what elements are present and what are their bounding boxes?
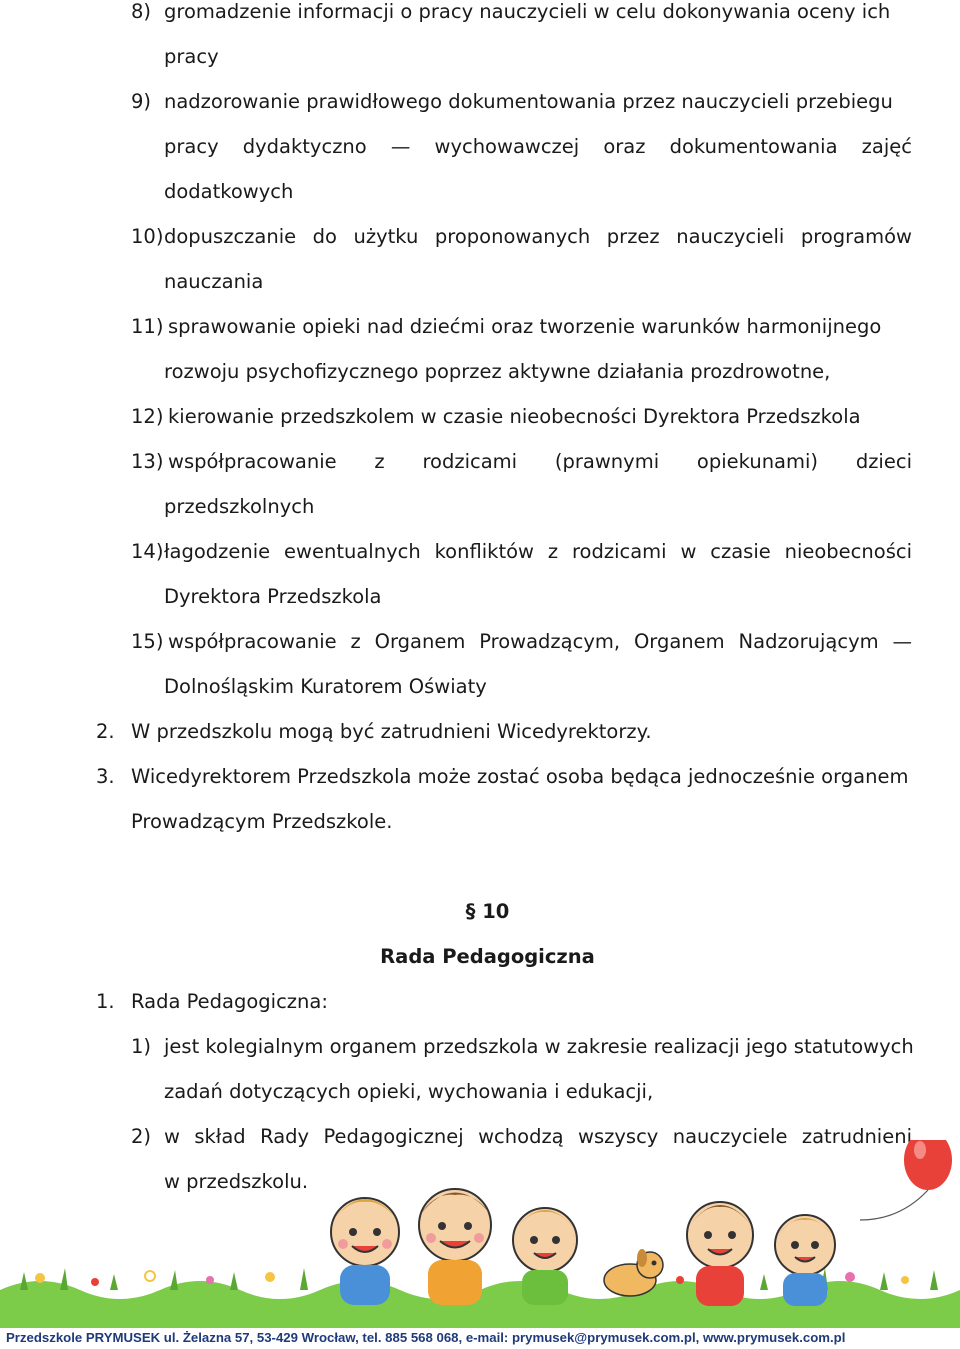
item-number: 14) xyxy=(131,540,164,563)
item-number: 15) xyxy=(131,630,164,653)
point-text: W przedszkolu mogą być zatrudnieni Wicedyrektorzy. xyxy=(131,720,652,743)
item-text: dopuszczanie do użytku proponowanych przez nauczycieli programów xyxy=(164,225,912,248)
item-number: 13) xyxy=(131,450,164,473)
item-text: jest kolegialnym organem przedszkola w zakresie realizacji jego statutowych xyxy=(164,1035,914,1058)
point-continuation: Prowadzącym Przedszkole. xyxy=(131,810,393,833)
child-icon xyxy=(687,1202,753,1306)
point-text: Wicedyrektorem Przedszkola może zostać osoba będąca jednocześnie organem xyxy=(131,765,909,788)
item-text: sprawowanie opieki nad dziećmi oraz tworzenie warunków harmonijnego xyxy=(168,315,882,338)
list-item-8 xyxy=(0,0,960,27)
item-number: 1) xyxy=(131,1035,152,1058)
item-continuation: zadań dotyczących opieki, wychowania i edukacji, xyxy=(164,1080,654,1103)
point-number: 2. xyxy=(96,720,115,743)
item-text: gromadzenie informacji o pracy nauczycieli w celu dokonywania oceny ich xyxy=(164,0,891,23)
item-number: 10) xyxy=(131,225,164,248)
item-number: 11) xyxy=(131,315,164,338)
point-number: 3. xyxy=(96,765,115,788)
rada-point-1 xyxy=(0,987,960,1017)
item-number: 8) xyxy=(131,0,152,23)
point-3 xyxy=(0,762,960,792)
footer-contact: Przedszkole PRYMUSEK ul. Żelazna 57, 53-429 Wrocław, tel. 885 568 068, e-mail: prymusek@prymusek.com.pl, www.prymusek.com.pl xyxy=(6,1330,846,1345)
list-item-13 xyxy=(0,447,960,477)
item-text: współpracowanie z Organem Prowadzącym, Organem Nadzorującym — xyxy=(168,630,912,653)
item-continuation: przedszkolnych xyxy=(164,495,315,518)
item-continuation: w przedszkolu. xyxy=(164,1170,309,1193)
list-item-15 xyxy=(0,627,960,657)
item-continuation: pracy xyxy=(164,45,219,68)
item-continuation: dodatkowych xyxy=(164,180,294,203)
item-text: w skład Rady Pedagogicznej wchodzą wszyscy nauczyciele zatrudnieni xyxy=(164,1125,912,1148)
child-icon xyxy=(331,1198,399,1305)
list-item-11 xyxy=(0,312,960,342)
rada-subitem-1 xyxy=(0,1032,960,1062)
child-icon xyxy=(513,1208,577,1305)
children-illustration xyxy=(0,1140,960,1328)
list-item-12 xyxy=(0,402,960,432)
child-icon xyxy=(775,1215,835,1306)
item-text: łagodzenie ewentualnych konfliktów z rodzicami w czasie nieobecności xyxy=(164,540,912,563)
section-title: Rada Pedagogiczna xyxy=(380,945,595,968)
balloon-icon xyxy=(860,1140,952,1220)
item-text: współpracowanie z rodzicami (prawnymi opiekunami) dzieci xyxy=(168,450,912,473)
item-number: 2) xyxy=(131,1125,152,1148)
item-number: 12) xyxy=(131,405,164,428)
list-item-14 xyxy=(0,537,960,567)
list-item-9 xyxy=(0,87,960,117)
item-text: nadzorowanie prawidłowego dokumentowania przez nauczycieli przebiegu xyxy=(164,90,893,113)
point-text: Rada Pedagogiczna: xyxy=(131,990,328,1013)
point-2 xyxy=(0,717,960,747)
item-text: kierowanie przedszkolem w czasie nieobecności Dyrektora Przedszkola xyxy=(168,405,861,428)
list-item-10 xyxy=(0,222,960,252)
point-number: 1. xyxy=(96,990,115,1013)
item-number: 9) xyxy=(131,90,152,113)
section-mark: § 10 xyxy=(465,900,510,923)
item-continuation: nauczania xyxy=(164,270,264,293)
item-continuation: rozwoju psychofizycznego poprzez aktywne działania prozdrowotne, xyxy=(164,360,831,383)
item-continuation: Dolnośląskim Kuratorem Oświaty xyxy=(164,675,487,698)
child-icon xyxy=(419,1189,491,1305)
item-continuation: pracy dydaktyczno — wychowawczej oraz dokumentowania zajęć xyxy=(164,135,912,158)
item-continuation: Dyrektora Przedszkola xyxy=(164,585,382,608)
